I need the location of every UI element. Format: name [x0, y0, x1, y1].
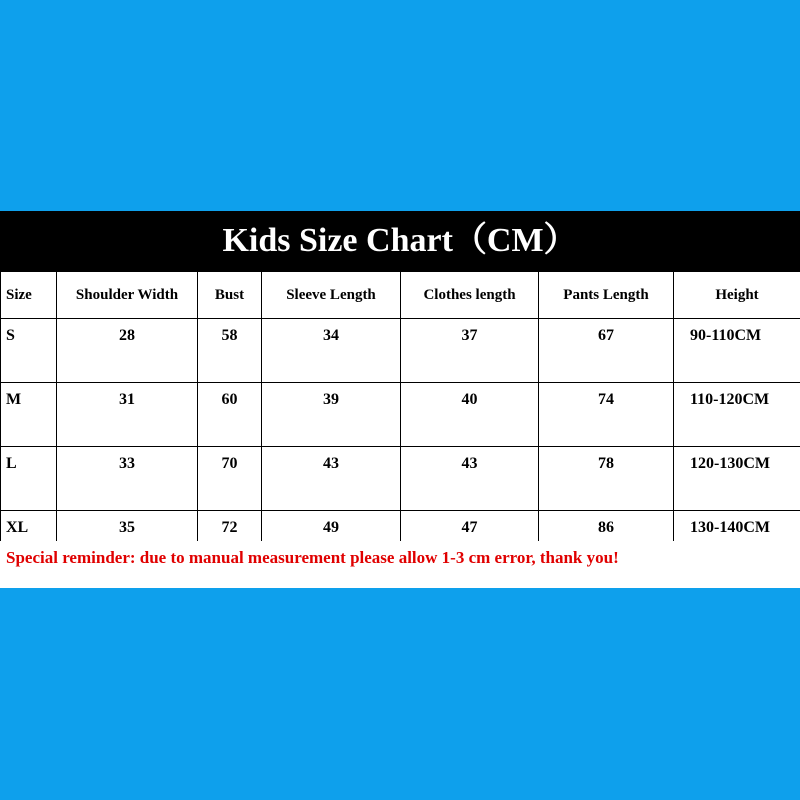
chart-title: Kids Size Chart（CM） [0, 211, 800, 271]
cell-height: 90-110CM [674, 319, 800, 383]
header-row [1, 272, 800, 319]
cell-size: M [1, 383, 57, 447]
cell-height: 110-120CM [674, 383, 800, 447]
table-row [1, 319, 800, 383]
header-size: Size [1, 272, 57, 319]
cell-size: XL [1, 511, 57, 575]
cell-sleeve-length: 43 [262, 447, 401, 511]
header-sleeve-length: Sleeve Length [262, 272, 401, 319]
measurement-reminder: Special reminder: due to manual measurement please allow 1-3 cm error, thank you! [0, 541, 800, 588]
table-row [1, 383, 800, 447]
cell-pants-length: 86 [539, 511, 674, 575]
cell-shoulder-width: 35 [57, 511, 198, 575]
cell-bust: 70 [198, 447, 262, 511]
cell-size: S [1, 319, 57, 383]
size-chart [0, 211, 800, 588]
cell-height: 120-130CM [674, 447, 800, 511]
cell-clothes-length: 43 [401, 447, 539, 511]
cell-sleeve-length: 39 [262, 383, 401, 447]
header-clothes-length: Clothes length [401, 272, 539, 319]
header-pants-length: Pants Length [539, 272, 674, 319]
header-height: Height [674, 272, 800, 319]
cell-sleeve-length: 49 [262, 511, 401, 575]
cell-pants-length: 67 [539, 319, 674, 383]
size-table [0, 271, 800, 575]
cell-height: 130-140CM [674, 511, 800, 575]
cell-bust: 58 [198, 319, 262, 383]
cell-pants-length: 78 [539, 447, 674, 511]
cell-shoulder-width: 31 [57, 383, 198, 447]
cell-size: L [1, 447, 57, 511]
cell-shoulder-width: 33 [57, 447, 198, 511]
cell-clothes-length: 40 [401, 383, 539, 447]
cell-bust: 72 [198, 511, 262, 575]
cell-sleeve-length: 34 [262, 319, 401, 383]
table-row [1, 447, 800, 511]
cell-clothes-length: 47 [401, 511, 539, 575]
cell-shoulder-width: 28 [57, 319, 198, 383]
header-bust: Bust [198, 272, 262, 319]
cell-clothes-length: 37 [401, 319, 539, 383]
cell-bust: 60 [198, 383, 262, 447]
cell-pants-length: 74 [539, 383, 674, 447]
header-shoulder-width: Shoulder Width [57, 272, 198, 319]
